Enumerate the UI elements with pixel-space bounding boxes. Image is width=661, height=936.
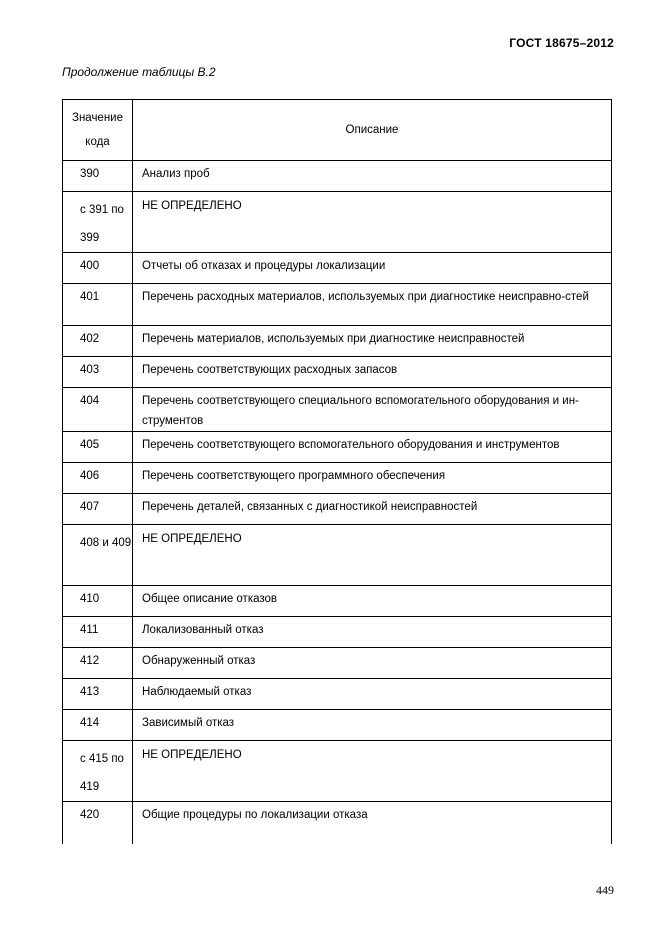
description-cell: Общее описание отказов xyxy=(133,586,612,617)
code-cell: 410 xyxy=(63,586,133,617)
table-row xyxy=(63,463,612,494)
table-row xyxy=(63,648,612,679)
description-cell: Обнаруженный отказ xyxy=(133,648,612,679)
code-cell: 420 xyxy=(63,802,133,844)
column-header-code: Значение кода xyxy=(63,100,133,161)
table-row xyxy=(63,284,612,326)
description-cell: Анализ проб xyxy=(133,161,612,192)
table-row xyxy=(63,388,612,432)
table-row xyxy=(63,741,612,802)
table-row xyxy=(63,253,612,284)
description-cell: Отчеты об отказах и процедуры локализации xyxy=(133,253,612,284)
table-row xyxy=(63,161,612,192)
code-cell: 411 xyxy=(63,617,133,648)
description-cell: Перечень соответствующего вспомогательного оборудования и инструментов xyxy=(133,432,612,463)
code-cell: 407 xyxy=(63,494,133,525)
code-cell: с 391 по 399 xyxy=(63,192,133,253)
table-row xyxy=(63,617,612,648)
table-row xyxy=(63,679,612,710)
code-cell: 406 xyxy=(63,463,133,494)
table-row xyxy=(63,525,612,586)
table-row xyxy=(63,710,612,741)
code-cell: 413 xyxy=(63,679,133,710)
description-cell: НЕ ОПРЕДЕЛЕНО xyxy=(133,525,612,586)
column-header-description: Описание xyxy=(133,100,612,161)
description-cell: НЕ ОПРЕДЕЛЕНО xyxy=(133,192,612,253)
code-cell: 408 и 409 xyxy=(63,525,133,586)
code-cell: 400 xyxy=(63,253,133,284)
code-cell: 404 xyxy=(63,388,133,432)
description-cell: Локализованный отказ xyxy=(133,617,612,648)
code-cell: с 415 по 419 xyxy=(63,741,133,802)
table-header-row xyxy=(63,100,612,161)
code-cell: 405 xyxy=(63,432,133,463)
code-cell: 403 xyxy=(63,357,133,388)
code-cell: 402 xyxy=(63,326,133,357)
description-cell: Перечень материалов, используемых при диагностике неисправностей xyxy=(133,326,612,357)
table-row xyxy=(63,586,612,617)
description-cell: Зависимый отказ xyxy=(133,710,612,741)
table-row xyxy=(63,432,612,463)
code-cell: 412 xyxy=(63,648,133,679)
table-row xyxy=(63,802,612,844)
description-cell: Перечень соответствующего программного обеспечения xyxy=(133,463,612,494)
code-cell: 390 xyxy=(63,161,133,192)
description-cell: Перечень соответствующего специального вспомогательного оборудования и ин-струментов xyxy=(133,388,612,432)
description-cell: Перечень соответствующих расходных запасов xyxy=(133,357,612,388)
description-cell: Перечень деталей, связанных с диагностикой неисправностей xyxy=(133,494,612,525)
table-row xyxy=(63,357,612,388)
standard-header: ГОСТ 18675–2012 xyxy=(509,36,614,50)
description-cell: Общие процедуры по локализации отказа xyxy=(133,802,612,844)
code-table xyxy=(62,99,612,844)
table-caption: Продолжение таблицы В.2 xyxy=(62,65,216,79)
table-row xyxy=(63,326,612,357)
description-cell: Перечень расходных материалов, используемых при диагностике неисправно-стей xyxy=(133,284,612,326)
table-row xyxy=(63,192,612,253)
description-cell: НЕ ОПРЕДЕЛЕНО xyxy=(133,741,612,802)
page-number: 449 xyxy=(596,883,614,897)
code-cell: 401 xyxy=(63,284,133,326)
description-cell: Наблюдаемый отказ xyxy=(133,679,612,710)
code-cell: 414 xyxy=(63,710,133,741)
table-row xyxy=(63,494,612,525)
